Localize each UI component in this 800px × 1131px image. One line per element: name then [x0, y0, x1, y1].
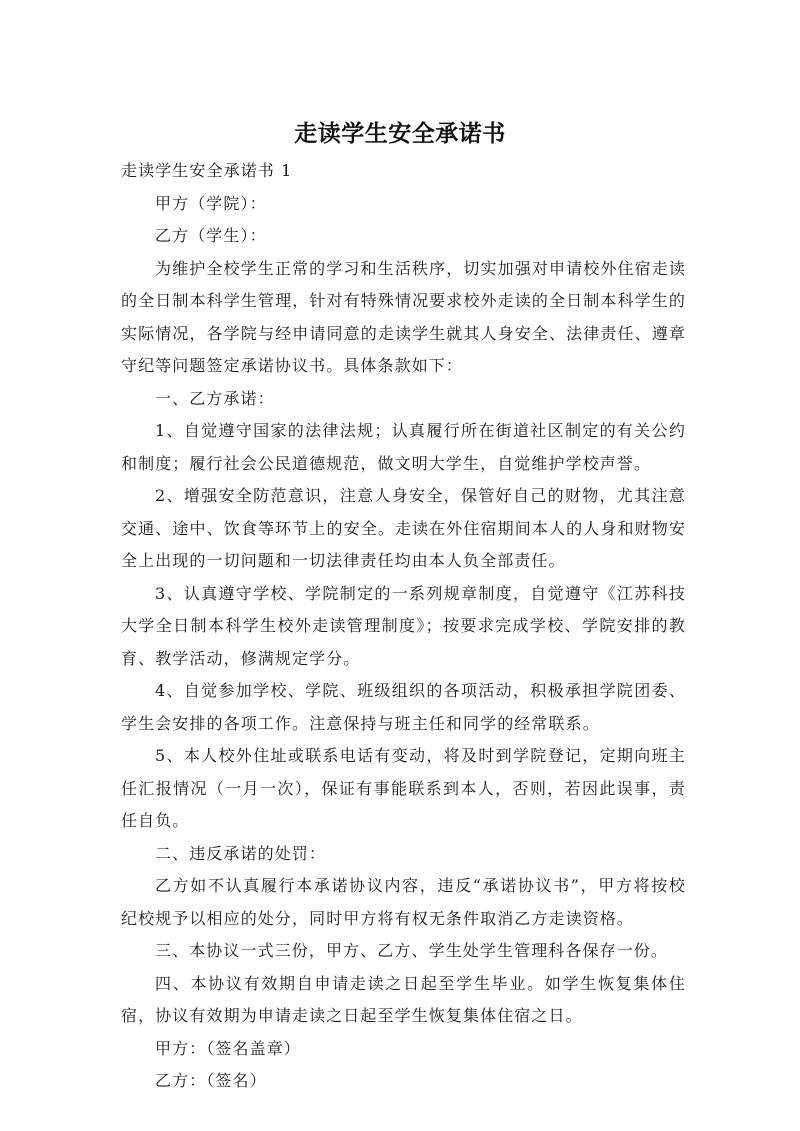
- party-a-line: 甲方（学院）：: [155, 193, 267, 213]
- document-subtitle: 走读学生安全承诺书 1: [121, 161, 293, 180]
- commitment-item-3: 3、认真遵守学校、学院制定的一系列规章制度，自觉遵守《江苏科技大学全日制本科学生校外走读管理制度》；按要求完成学校、学院安排的教育、教学活动，修满规定学分。: [121, 583, 686, 668]
- commitment-item-5: 5、本人校外住址或联系电话有变动，将及时到学院登记，定期向班主任汇报情况（一月一次），保证有事能联系到本人，否则，若因此误事，责任自负。: [121, 746, 686, 830]
- commitment-item-1: 1、自觉遵守国家的法律法规；认真履行所在街道社区制定的有关公约和制度；履行社会公民道德规范，做文明大学生，自觉维护学校声誉。: [121, 421, 686, 473]
- penalty-paragraph: 乙方如不认真履行本承诺协议内容，违反“承诺协议书”，甲方将按校纪校规予以相应的处分，同时甲方将有权无条件取消乙方走读资格。: [121, 876, 686, 928]
- intro-paragraph: 为维护全校学生正常的学习和生活秩序，切实加强对申请校外住宿走读的全日制本科学生管理，针对有特殊情况要求校外走读的全日制本科学生的实际情况，各学院与经申请同意的走读学生就其人身安全、法律责任、遵章守纪等问题签定承诺协议书。具体条款如下：: [121, 258, 686, 375]
- section-4-paragraph: 四、本协议有效期自申请走读之日起至学生毕业。如学生恢复集体住宿，协议有效期为申请走读之日起至学生恢复集体住宿之日。: [121, 973, 686, 1025]
- section-3-paragraph: 三、本协议一式三份，甲方、乙方、学生处学生管理科各保存一份。: [155, 941, 669, 960]
- document-title: 走读学生安全承诺书: [294, 121, 506, 147]
- document-body: [121, 155, 686, 1098]
- commitment-item-2: 2、增强安全防范意识，注意人身安全，保管好自己的财物，尤其注意交通、途中、饮食等环节上的安全。走读在外住宿期间本人的人身和财物安全上出现的一切问题和一切法律责任均由本人负全部责任。: [121, 486, 686, 570]
- party-b-line: 乙方（学生）：: [155, 226, 267, 245]
- signature-party-a: 甲方：（签名盖章）: [155, 1038, 301, 1058]
- commitment-item-4: 4、自觉参加学校、学院、班级组织的各项活动，积极承担学院团委、学生会安排的各项工作。注意保持与班主任和同学的经常联系。: [121, 681, 686, 733]
- section-1-heading: 一、乙方承诺：: [155, 388, 275, 408]
- signature-party-b: 乙方：（签名）: [155, 1071, 267, 1090]
- section-2-heading: 二、违反承诺的处罚：: [155, 843, 327, 863]
